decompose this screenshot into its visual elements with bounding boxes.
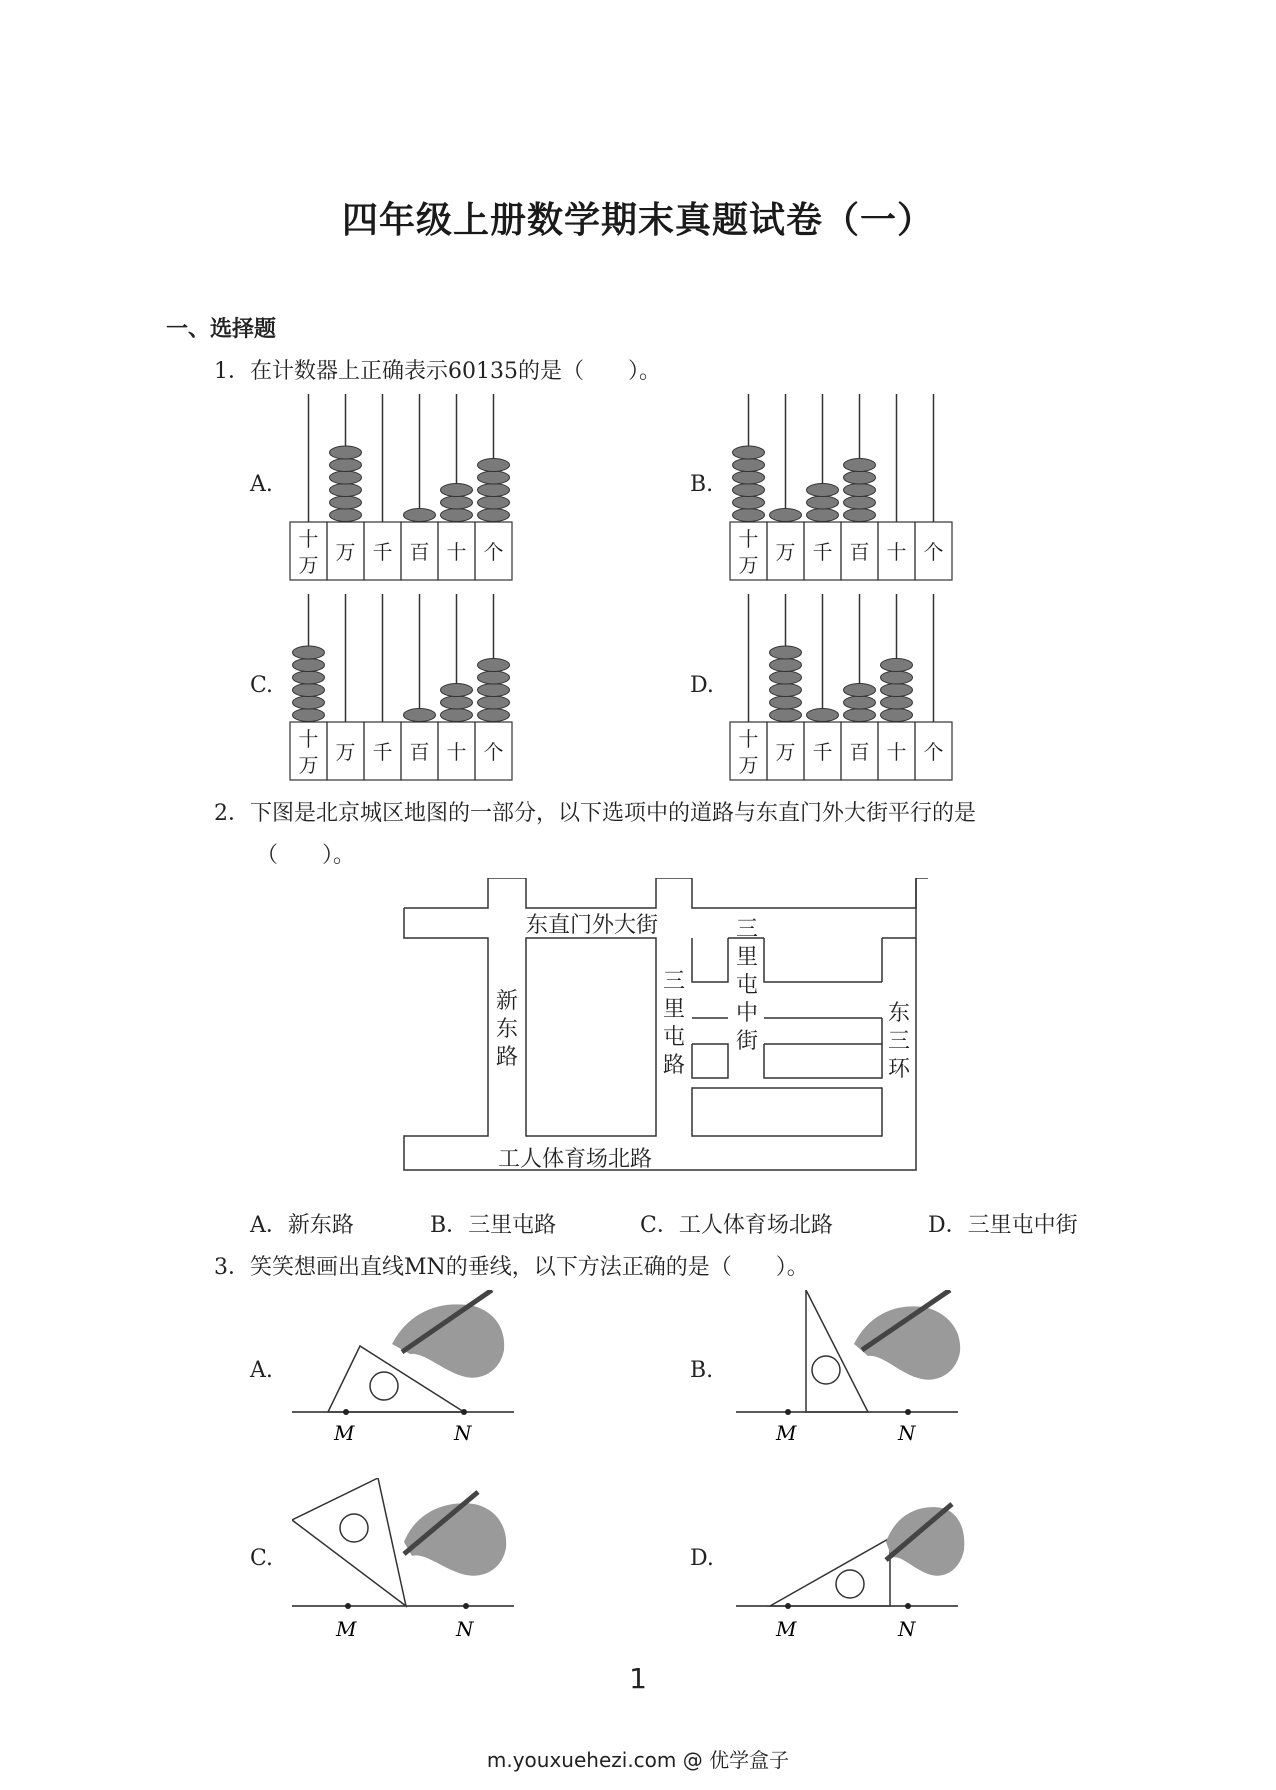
abacus-place-label: 十 [446,540,467,564]
abacus-bead [733,471,765,484]
section-heading: 一、选择题 [166,317,277,342]
q3-option-c-figure[interactable] [292,1478,522,1648]
abacus-bead [404,709,436,722]
page-title: 四年级上册数学期末真题试卷（一） [341,200,934,241]
q3-option-b-label: B. [690,1358,714,1383]
abacus-bead [330,509,362,522]
abacus-bead [293,696,325,709]
abacus-place-label: 百 [849,540,870,564]
q3-option-c-label: C. [250,1546,274,1571]
abacus-bead [441,696,473,709]
abacus-bead [478,709,510,722]
page-number: 1 [629,1662,647,1695]
point-n-label: N [898,1421,916,1445]
abacus-bead [478,496,510,509]
abacus-bead [478,484,510,497]
point-n-label: N [454,1421,472,1445]
abacus-bead [770,509,802,522]
abacus-place-label: 千 [812,740,833,764]
abacus-place-label: 个 [923,540,944,564]
abacus-bead [441,496,473,509]
q2-option-a[interactable]: A．新东路 [250,1213,354,1238]
abacus-bead [881,671,913,684]
abacus-bead [770,709,802,722]
q3-option-a-figure[interactable] [292,1290,522,1450]
abacus-bead [733,496,765,509]
abacus-place-label: 千 [372,540,393,564]
abacus-place-label: 个 [923,740,944,764]
point-m-label: M [336,1617,357,1641]
abacus-place-label: 万 [775,740,796,764]
q3-option-d-label: D. [690,1546,714,1571]
abacus-bead [807,709,839,722]
abacus-bead [844,509,876,522]
point-m-label: M [334,1421,355,1445]
abacus-bead [770,671,802,684]
abacus-bead [844,484,876,497]
map-label-sanlitun-st-5: 街 [736,1029,759,1054]
abacus-bead [844,696,876,709]
abacus-bead [844,684,876,697]
abacus-bead [293,709,325,722]
map-label-sanlitun-st-3: 屯 [736,973,759,998]
abacus-place-label: 万 [738,753,759,777]
map-label-gongti: 工人体育场北路 [498,1147,653,1172]
abacus-bead [478,471,510,484]
question-1-text: 1．在计数器上正确表示60135的是（ ）。 [214,359,661,384]
abacus-place-label: 千 [372,740,393,764]
hand-pencil-icon [886,1504,964,1576]
abacus-place-label: 十 [886,540,907,564]
abacus-bead [441,509,473,522]
abacus-bead [293,659,325,672]
map-label-dongzhimen: 东直门外大街 [526,913,659,938]
abacus-d[interactable] [728,592,968,792]
abacus-bead [770,684,802,697]
map-label-sanlitun-st-1: 三 [736,917,759,942]
abacus-place-label: 万 [298,753,319,777]
map-label-sanlitun-st-2: 里 [736,945,759,970]
point-n-label: N [456,1617,474,1641]
abacus-place-label: 十 [446,740,467,764]
abacus-bead [478,696,510,709]
abacus-bead [881,659,913,672]
abacus-bead [293,684,325,697]
abacus-b[interactable] [728,392,968,592]
abacus-bead [881,684,913,697]
abacus-place-label: 十 [298,727,319,751]
q3-option-d-figure[interactable] [736,1478,966,1648]
map-label-xindong-3: 路 [496,1045,519,1070]
abacus-bead [733,459,765,472]
abacus-bead [404,509,436,522]
abacus-place-label: 千 [812,540,833,564]
beijing-map [400,878,928,1184]
abacus-bead [770,696,802,709]
abacus-bead [881,696,913,709]
q2-option-c[interactable]: C．工人体育场北路 [640,1213,833,1238]
abacus-bead [478,509,510,522]
abacus-place-label: 十 [886,740,907,764]
abacus-bead [807,484,839,497]
abacus-bead [330,496,362,509]
abacus-bead [441,684,473,697]
abacus-bead [293,646,325,659]
point-n-label: N [898,1617,916,1641]
abacus-a[interactable] [288,392,528,592]
q3-option-b-figure[interactable] [736,1290,966,1450]
abacus-bead [844,471,876,484]
point-m-label: M [776,1421,797,1445]
abacus-bead [844,459,876,472]
abacus-bead [733,509,765,522]
map-label-xindong-1: 新 [496,989,519,1014]
map-label-east3ring-2: 三 [888,1029,911,1054]
abacus-place-label: 百 [849,740,870,764]
map-label-sanlitun-st-4: 中 [736,1001,759,1026]
abacus-bead [293,671,325,684]
abacus-bead [478,659,510,672]
abacus-bead [844,496,876,509]
map-label-sanlitun-rd-1: 三 [663,969,686,994]
q1-option-c-label: C. [250,673,274,698]
abacus-bead [807,496,839,509]
abacus-bead [478,671,510,684]
q1-option-d-label: D. [690,673,714,698]
hand-pencil-icon [404,1492,506,1576]
map-label-east3ring-3: 环 [888,1057,911,1082]
abacus-bead [330,471,362,484]
map-label-sanlitun-rd-4: 路 [663,1053,686,1078]
map-label-sanlitun-rd-3: 屯 [663,1025,686,1050]
abacus-place-label: 百 [409,540,430,564]
q1-option-b-label: B. [690,472,714,497]
abacus-bead [330,484,362,497]
map-label-east3ring-1: 东 [888,1001,911,1026]
abacus-bead [330,446,362,459]
abacus-bead [478,684,510,697]
question-3-text: 3．笑笑想画出直线MN的垂线，以下方法正确的是（ ）。 [214,1255,809,1280]
abacus-bead [770,646,802,659]
abacus-place-label: 十 [738,727,759,751]
q3-option-a-label: A. [250,1358,273,1383]
abacus-bead [441,709,473,722]
map-label-xindong-2: 东 [496,1017,519,1042]
abacus-bead [478,459,510,472]
abacus-bead [881,709,913,722]
abacus-place-label: 个 [483,740,504,764]
abacus-place-label: 万 [738,553,759,577]
abacus-bead [441,484,473,497]
abacus-bead [733,484,765,497]
q2-option-b[interactable]: B．三里屯路 [430,1213,557,1238]
abacus-bead [330,459,362,472]
hand-pencil-icon [392,1290,504,1378]
footer-source: m.youxuehezi.com @ 优学盒子 [486,1748,790,1772]
abacus-bead [844,709,876,722]
abacus-place-label: 万 [775,540,796,564]
abacus-bead [770,659,802,672]
point-m-label: M [776,1617,797,1641]
hand-pencil-icon [854,1290,960,1380]
abacus-place-label: 万 [298,553,319,577]
abacus-place-label: 万 [335,540,356,564]
abacus-place-label: 十 [738,527,759,551]
map-label-sanlitun-rd-2: 里 [663,997,686,1022]
abacus-bead [733,446,765,459]
abacus-place-label: 十 [298,527,319,551]
abacus-place-label: 个 [483,540,504,564]
question-2-text-cont: （ ）。 [256,843,356,868]
q2-option-d[interactable]: D．三里屯中街 [928,1213,1078,1238]
abacus-bead [807,509,839,522]
abacus-c[interactable] [288,592,528,792]
q1-option-a-label: A. [250,472,273,497]
abacus-place-label: 百 [409,740,430,764]
abacus-place-label: 万 [335,740,356,764]
question-2-text: 2．下图是北京城区地图的一部分，以下选项中的道路与东直门外大街平行的是 [214,801,976,826]
